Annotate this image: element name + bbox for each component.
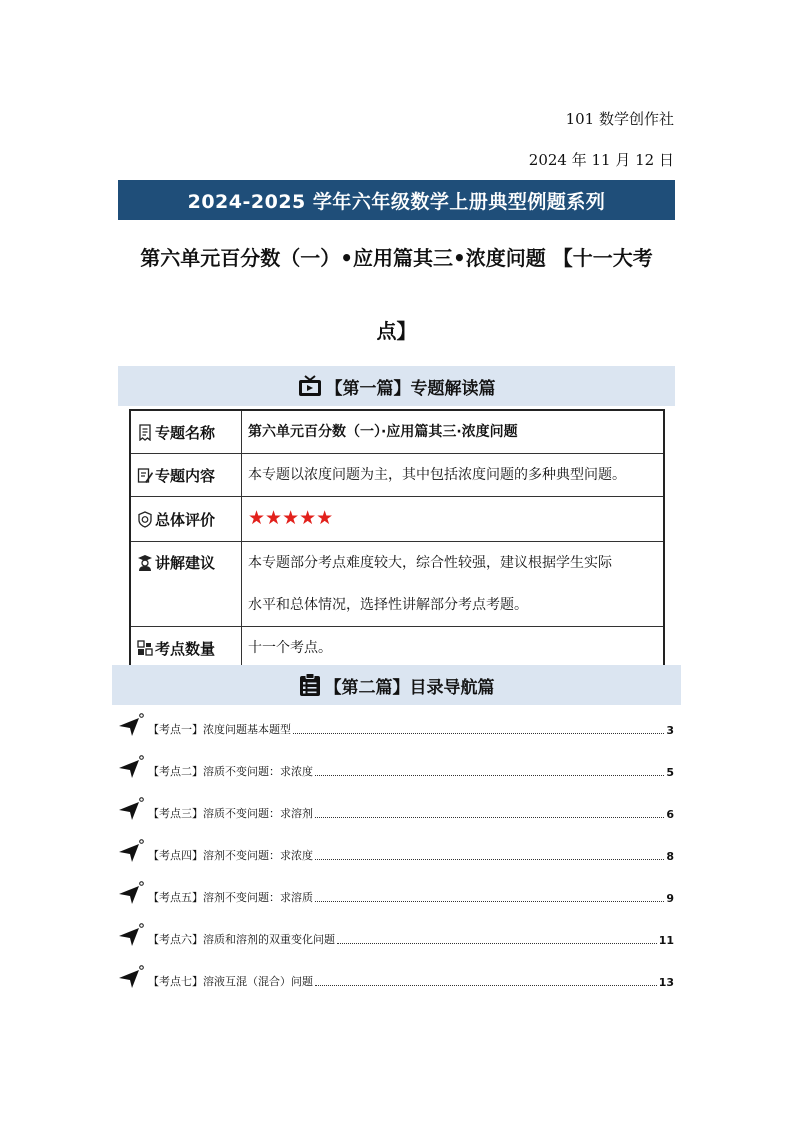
page-title-line2: 点】 [376, 319, 417, 343]
toc-entry[interactable] [118, 841, 674, 863]
toc-entry[interactable] [118, 925, 674, 947]
navigation-arrow-icon [118, 923, 144, 947]
toc-page: 3 [666, 724, 674, 737]
table-row [130, 410, 664, 454]
navigation-arrow-icon [118, 797, 144, 821]
toc-leader [315, 817, 664, 818]
tv-icon [298, 375, 322, 397]
toc-leader [315, 901, 664, 902]
topic-info-table [129, 409, 665, 671]
toc-page: 8 [666, 850, 674, 863]
edit-icon [137, 467, 153, 484]
badge-icon [137, 511, 153, 528]
section-header-toc [112, 665, 681, 705]
navigation-arrow-icon [118, 881, 144, 905]
row-label: 专题内容 [130, 454, 242, 497]
toc-leader [315, 859, 664, 860]
toc-page: 13 [658, 976, 674, 989]
row-label: 总体评价 [130, 497, 242, 542]
page-title-line1: 第六单元百分数（一）•应用篇其三•浓度问题 【十一大考 [140, 246, 653, 270]
teacher-icon [137, 554, 153, 571]
toc-label: 【考点二】溶质不变问题：求浓度 [148, 765, 313, 778]
toc-label: 【考点三】溶质不变问题：求溶剂 [148, 807, 313, 820]
navigation-arrow-icon [118, 755, 144, 779]
toc-entry[interactable] [118, 715, 674, 737]
toc-page: 6 [666, 808, 674, 821]
clipboard-icon [299, 673, 321, 697]
overall-rating [242, 497, 665, 542]
row-label: 讲解建议 [130, 542, 242, 627]
toc-label: 【考点六】溶质和溶剂的双重变化问题 [148, 933, 335, 946]
navigation-arrow-icon [118, 839, 144, 863]
document-icon [137, 424, 153, 441]
toc-entry[interactable] [118, 799, 674, 821]
section-title: 【第一篇】专题解读篇 [325, 378, 496, 399]
rating-stars: ★★★★★ [248, 507, 334, 529]
table-row [130, 497, 664, 542]
topic-name: 第六单元百分数（一）·应用篇其三·浓度问题 [242, 410, 665, 454]
toc-leader [293, 733, 664, 734]
toc-entry[interactable] [118, 967, 674, 989]
publish-date: 2024 年 11 月 12 日 [528, 151, 674, 169]
row-label: 考点数量 [130, 627, 242, 671]
table-row [130, 627, 664, 671]
toc-label: 【考点五】溶剂不变问题：求溶质 [148, 891, 313, 904]
table-row [130, 454, 664, 497]
toc-page: 9 [666, 892, 674, 905]
toc-entry[interactable] [118, 757, 674, 779]
topic-content: 本专题以浓度问题为主，其中包括浓度问题的多种典型问题。 [242, 454, 665, 497]
row-label: 专题名称 [130, 410, 242, 454]
series-banner: 2024-2025 学年六年级数学上册典型例题系列 [118, 180, 675, 220]
exam-point-count: 十一个考点。 [242, 627, 665, 671]
blocks-icon [137, 640, 153, 657]
toc-leader [337, 943, 657, 944]
toc-entry[interactable] [118, 883, 674, 905]
toc-leader [315, 985, 657, 986]
section-title: 【第二篇】目录导航篇 [324, 677, 495, 698]
toc-leader [315, 775, 664, 776]
section-header-interpretation [118, 366, 675, 406]
navigation-arrow-icon [118, 965, 144, 989]
teaching-advice: 本专题部分考点难度较大，综合性较强，建议根据学生实际 水平和总体情况，选择性讲解部分考点考题。 [242, 542, 665, 627]
toc-page: 5 [666, 766, 674, 779]
navigation-arrow-icon [118, 713, 144, 737]
toc-label: 【考点一】浓度问题基本题型 [148, 723, 291, 736]
toc-label: 【考点七】溶液互混（混合）问题 [148, 975, 313, 988]
toc-label: 【考点四】溶剂不变问题：求浓度 [148, 849, 313, 862]
org-name: 101 数学创作社 [565, 110, 674, 128]
table-row [130, 542, 664, 627]
toc-page: 11 [658, 934, 674, 947]
